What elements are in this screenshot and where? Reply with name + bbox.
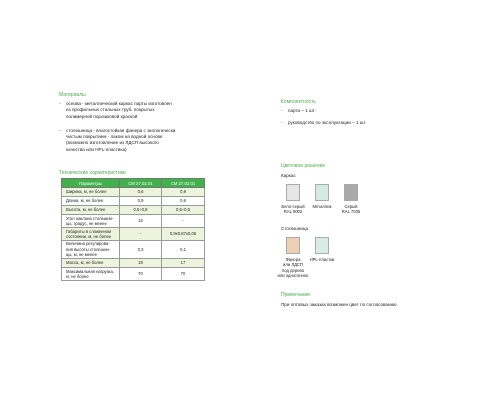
value-cell-b: 0,9х0,87х0,05 (162, 228, 205, 241)
complect-heading: Комплектность (281, 99, 317, 105)
value-cell-b: 0,9 (162, 188, 205, 197)
bullet-dash: - (281, 108, 283, 113)
tabletop-caption-line: или ЛДСП (283, 262, 303, 268)
param-line: цы, градус, не менее (66, 221, 107, 226)
value-cell-b: 0,1 (162, 241, 205, 259)
tech-specs-heading: Технические характеристики (59, 170, 126, 176)
param-cell (62, 206, 120, 215)
table-row (62, 241, 205, 259)
materials-item (59, 128, 209, 153)
table-row (62, 206, 205, 215)
param-cell (62, 215, 120, 228)
value-cell-a: 18 (120, 259, 162, 268)
materials-heading: Материалы (59, 92, 86, 98)
header-model-a: СМ 27.02.01 (120, 179, 162, 188)
table-row (62, 188, 205, 197)
materials-item-line: столешница - влагостойкая фанера с экологически (66, 127, 176, 133)
table-row (62, 228, 205, 241)
complect-item-text: руководство по эксплуатации – 1 шт. (288, 120, 367, 126)
materials-item-line: качества или HPL-пластика) (66, 146, 127, 152)
materials-item (59, 101, 209, 120)
materials-item-line: полимерной порошковой краской (66, 113, 138, 119)
note-heading: Примечание: (281, 292, 312, 298)
bullet-dash: - (281, 120, 283, 126)
param-cell (62, 228, 120, 241)
frame-color-caption (334, 204, 368, 215)
frame-caption-line: RAL 9002 (283, 209, 303, 215)
complect-item (281, 108, 366, 114)
value-cell-a: 0,5÷0,8 (120, 206, 162, 215)
frame-caption-line: Серый (344, 204, 358, 209)
frame-label: Каркас (281, 173, 296, 178)
param-cell (62, 259, 120, 268)
tabletop-caption-line: Фанера (285, 257, 301, 262)
materials-item-line: чистым покрытием - лаком на водной основе (66, 134, 163, 140)
materials-item-line: основа - металлический каркас парты изготовлен (66, 101, 172, 106)
frame-color-swatch (286, 184, 300, 201)
value-cell-a: 0,9 (120, 197, 162, 206)
param-line: Габариты в сложенном (66, 228, 111, 234)
materials-item-line: (возможно изготовление из ЛДСП высокого (66, 140, 159, 146)
param-cell (62, 241, 120, 259)
bullet-dash: - (59, 101, 61, 106)
param-cell (62, 268, 120, 281)
header-param: Параметры (62, 179, 120, 188)
value-cell-a: 0,6 (120, 188, 162, 197)
note-text: При оптовых заказах возможен цвет по согласованию. (281, 302, 398, 307)
complect-item-text: парта – 1 шт. (288, 108, 316, 113)
param-line: Угол наклона столешни- (66, 215, 114, 221)
value-cell-a: 15 (120, 215, 162, 228)
param-cell (62, 197, 120, 206)
frame-color-swatch (315, 184, 329, 201)
param-line: Длина, м, не более (66, 198, 104, 204)
param-line: Максимальная нагрузка, (66, 268, 114, 274)
param-line: Величина регулирова- (66, 241, 110, 247)
param-line: кг, не более (66, 274, 89, 279)
value-cell-b: 17 (162, 259, 205, 268)
value-cell-b: - (162, 215, 205, 228)
param-line: цы, м, не менее (66, 252, 97, 258)
param-line: Ширина, м, не более (66, 189, 107, 195)
table-row (62, 197, 205, 206)
frame-caption-line: RAL 7035 (341, 209, 361, 215)
materials-list (59, 101, 209, 161)
value-cell-b: 0,5÷0,6 (162, 206, 205, 215)
tabletop-label: Столешница (281, 226, 309, 231)
table-row (62, 259, 205, 268)
table-row (62, 215, 205, 228)
tabletop-color-caption (305, 257, 339, 262)
value-cell-a: 70 (120, 268, 162, 281)
param-cell (62, 188, 120, 197)
materials-item-line: из профильных стальных труб, покрытых (66, 107, 155, 113)
value-cell-b: 0,6 (162, 197, 205, 206)
colors-heading: Цветовое решение (281, 163, 326, 169)
frame-caption-line: Бело-серый (281, 204, 305, 209)
tabletop-caption-line: под дерево (281, 267, 305, 273)
tech-specs-table (61, 178, 205, 281)
param-line: Масса, кг, не более (66, 260, 104, 266)
tabletop-color-swatch (315, 237, 329, 254)
value-cell-a: - (120, 228, 162, 241)
value-cell-a: 0,3 (120, 241, 162, 259)
frame-caption-line: Металлик (312, 204, 332, 209)
table-header-row (62, 179, 205, 188)
complect-item (281, 120, 366, 126)
header-model-b: СМ 27.02.01 (162, 179, 205, 188)
frame-color-swatch (344, 184, 358, 201)
tabletop-caption-line: или однотонное (277, 273, 309, 279)
table-row (62, 268, 205, 281)
tabletop-caption-line: HPL-пластик (309, 257, 335, 262)
tabletop-color-swatch (286, 237, 300, 254)
param-line: ния высоты столешни- (66, 246, 111, 252)
param-line: состоянии, м, не более (66, 234, 112, 239)
param-line: Высота, м, не более (66, 207, 106, 213)
complect-list (281, 108, 366, 133)
bullet-dash: - (59, 127, 61, 133)
value-cell-b: 70 (162, 268, 205, 281)
